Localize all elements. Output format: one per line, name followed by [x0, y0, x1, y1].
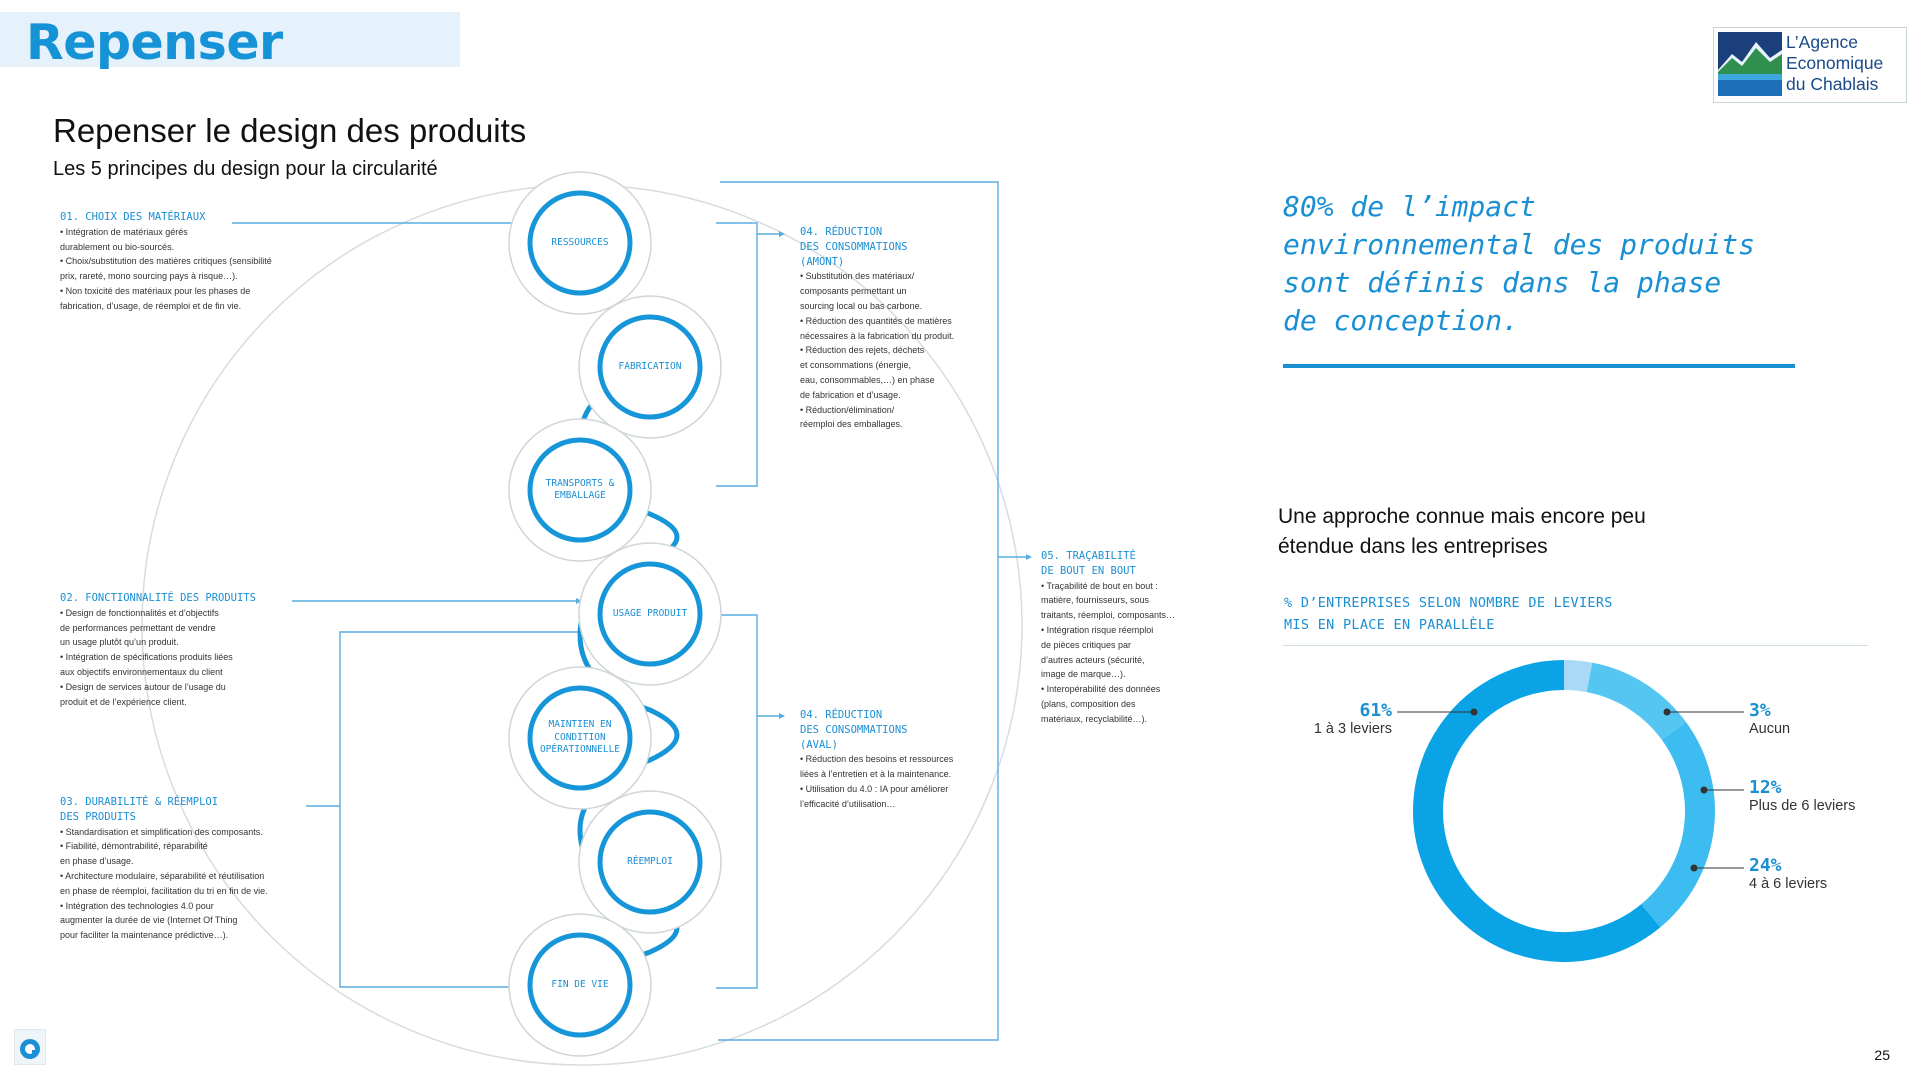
principle-heading: DE BOUT EN BOUT: [1041, 564, 1136, 577]
principle-heading: 05. TRAÇABILITÉ: [1041, 550, 1136, 562]
approach-line: Une approche connue mais encore peu: [1278, 505, 1646, 528]
principle-text-line: réemploi des emballages.: [800, 419, 903, 430]
principle-heading: DES CONSOMMATIONS: [800, 723, 908, 736]
node-label-line: TRANSPORTS &: [545, 477, 615, 489]
principle-text-line: • Design de fonctionnalités et d’objectifs: [60, 607, 219, 618]
principle-text-line: composants permettant un: [800, 286, 907, 297]
node-label-line: OPÉRATIONNELLE: [539, 744, 621, 756]
principle-heading: 04. RÉDUCTION: [800, 226, 883, 238]
principle-heading: DES CONSOMMATIONS: [800, 240, 908, 253]
principle-text-line: • Intégration des technologies 4.0 pour: [60, 900, 214, 911]
principle-text-line: • Fiabilité, démontrabilité, réparabilité: [60, 841, 208, 852]
principle-text-line: et consommations (énergie,: [800, 360, 912, 371]
principle-text-line: • Utilisation du 4.0 : IA pour améliorer: [800, 783, 949, 794]
node-label-line: CONDITION: [554, 731, 606, 743]
principle-text-line: • Réduction des besoins et ressources: [800, 754, 954, 765]
logo-line-3: du Chablais: [1786, 74, 1879, 94]
principle-text-line: • Intégration de matériaux gérés: [60, 226, 188, 237]
logo-line-2: Economique: [1786, 53, 1884, 73]
chart-title-line: MIS EN PLACE EN PARALLÈLE: [1284, 617, 1495, 633]
donut-label-value: 3%: [1749, 700, 1771, 721]
principle-text-line: liées à l’entretien et à la maintenance.: [800, 769, 952, 780]
principle-text-line: • Non toxicité des matériaux pour les phases de: [60, 285, 251, 296]
principle-text-line: l’efficacité d’utilisation…: [800, 798, 896, 809]
principle-heading: 01. CHOIX DES MATÉRIAUX: [60, 211, 206, 223]
principle-text-line: nécessaires à la fabrication du produit.: [800, 330, 955, 341]
donut-label-value: 12%: [1749, 777, 1782, 798]
slide-title: Repenser le design des produits: [53, 112, 527, 149]
donut-slice: [1589, 677, 1674, 731]
principle-text-line: prix, rareté, mono sourcing pays à risque…).: [60, 271, 238, 282]
principle-text-line: • Architecture modulaire, séparabilité et réutilisation: [60, 870, 265, 881]
leader-dot: [1701, 787, 1707, 793]
quote-line: sont définis dans la phase: [1283, 266, 1722, 299]
donut-slice: [1564, 675, 1589, 677]
leader-dot: [1664, 709, 1670, 715]
principle-text-line: pour faciliter la maintenance prédictive…).: [60, 930, 229, 941]
node-label-line: EMBALLAGE: [554, 490, 606, 501]
corner-badge-icon: [14, 1029, 46, 1065]
principle-text-line: • Substitution des matériaux/: [800, 271, 915, 282]
principle-heading: 03. DURABILITÉ & RÉEMPLOI: [60, 796, 219, 808]
principle-text-line: • Standardisation et simplification des composants.: [60, 826, 263, 837]
principle-text-line: (plans, composition des: [1041, 698, 1136, 709]
principle-text-line: • Choix/substitution des matières critiques (sensibilité: [60, 256, 272, 267]
page-number: 25: [1874, 1047, 1890, 1063]
principle-text-line: de pièces critiques par: [1041, 639, 1132, 650]
node-label-line: RÉEMPLOI: [627, 855, 673, 867]
donut-label: [1314, 700, 1392, 737]
principle-text-line: traitants, réemploi, composants…: [1041, 610, 1176, 621]
quote-line: 80% de l’impact: [1283, 190, 1536, 223]
principle-text-line: • Traçabilité de bout en bout :: [1041, 580, 1158, 591]
principle-text-line: aux objectifs environnementaux du client: [60, 666, 223, 677]
principle-text-line: d’autres acteurs (sécurité,: [1041, 654, 1145, 665]
principle-text-line: • Réduction des rejets, déchets: [800, 345, 925, 356]
donut-label-value: 61%: [1359, 700, 1392, 721]
principle-text-line: en phase d’usage.: [60, 856, 134, 867]
section-title: Repenser: [26, 14, 283, 71]
principle-text-line: • Interopérabilité des données: [1041, 684, 1161, 695]
principle-text-line: produit et de l’expérience client.: [60, 696, 187, 707]
donut-label-category: 1 à 3 leviers: [1313, 721, 1392, 737]
donut-label: [1749, 700, 1790, 737]
donut-label: [1749, 855, 1827, 892]
donut-label-value: 24%: [1749, 855, 1782, 876]
node-label-line: USAGE PRODUIT: [612, 607, 688, 619]
principle-text-line: augmenter la durée de vie (Internet Of Thing: [60, 915, 238, 926]
principle-text-line: un usage plutôt qu’un produit.: [60, 637, 179, 648]
node-label-line: RESSOURCES: [551, 236, 609, 248]
principle-heading: (AVAL): [800, 738, 838, 751]
principle-text-line: de performances permettant de vendre: [60, 622, 216, 633]
principle-text-line: matière, fournisseurs, sous: [1041, 595, 1150, 606]
principle-heading: 04. RÉDUCTION: [800, 709, 883, 721]
leader-dot: [1471, 709, 1477, 715]
quote-line: de conception.: [1283, 304, 1520, 337]
principle-text-line: • Réduction des quantités de matières: [800, 315, 952, 326]
chart-title-line: % D’ENTREPRISES SELON NOMBRE DE LEVIERS: [1284, 595, 1613, 611]
node-label-line: FABRICATION: [618, 360, 682, 372]
donut-label-category: Plus de 6 leviers: [1749, 798, 1856, 814]
node-label-line: MAINTIEN EN: [548, 719, 612, 731]
donut-slice: [1651, 731, 1700, 916]
quote-line: environnemental des produits: [1283, 228, 1756, 261]
principle-text-line: • Design de services autour de l’usage du: [60, 681, 226, 692]
principle-heading: DES PRODUITS: [60, 810, 136, 823]
approach-line: étendue dans les entreprises: [1278, 535, 1548, 558]
node-label-line: FIN DE VIE: [551, 978, 609, 990]
principle-text-line: • Intégration de spécifications produits liées: [60, 652, 233, 663]
donut-label: [1749, 777, 1855, 814]
principle-text-line: sourcing local ou bas carbone.: [800, 300, 923, 311]
principle-text-line: en phase de réemploi, facilitation du tri en fin de vie.: [60, 885, 268, 896]
principle-text-line: eau, consommables,…) en phase: [800, 374, 935, 385]
logo-line-1: L’Agence: [1786, 32, 1859, 52]
principle-text-line: • Intégration risque réemploi: [1041, 624, 1154, 635]
donut-slice: [1428, 675, 1651, 947]
principle-text-line: • Réduction/élimination/: [800, 404, 895, 415]
principle-text-line: matériaux, recyclabilité…).: [1041, 713, 1148, 724]
principle-heading: (AMONT): [800, 255, 845, 268]
donut-label-category: Aucun: [1749, 721, 1791, 737]
leader-dot: [1691, 865, 1697, 871]
principle-text-line: durablement ou bio-sourcés.: [60, 241, 175, 252]
principle-text-line: image de marque…).: [1041, 669, 1126, 680]
principle-text-line: de fabrication et d’usage.: [800, 389, 901, 400]
slide-subtitle: Les 5 principes du design pour la circularité: [53, 158, 438, 180]
principle-text-line: fabrication, d’usage, de réemploi et de fin vie.: [60, 300, 242, 311]
principle-heading: 02. FONCTIONNALITÉ DES PRODUITS: [60, 592, 256, 604]
donut-label-category: 4 à 6 leviers: [1749, 876, 1828, 892]
